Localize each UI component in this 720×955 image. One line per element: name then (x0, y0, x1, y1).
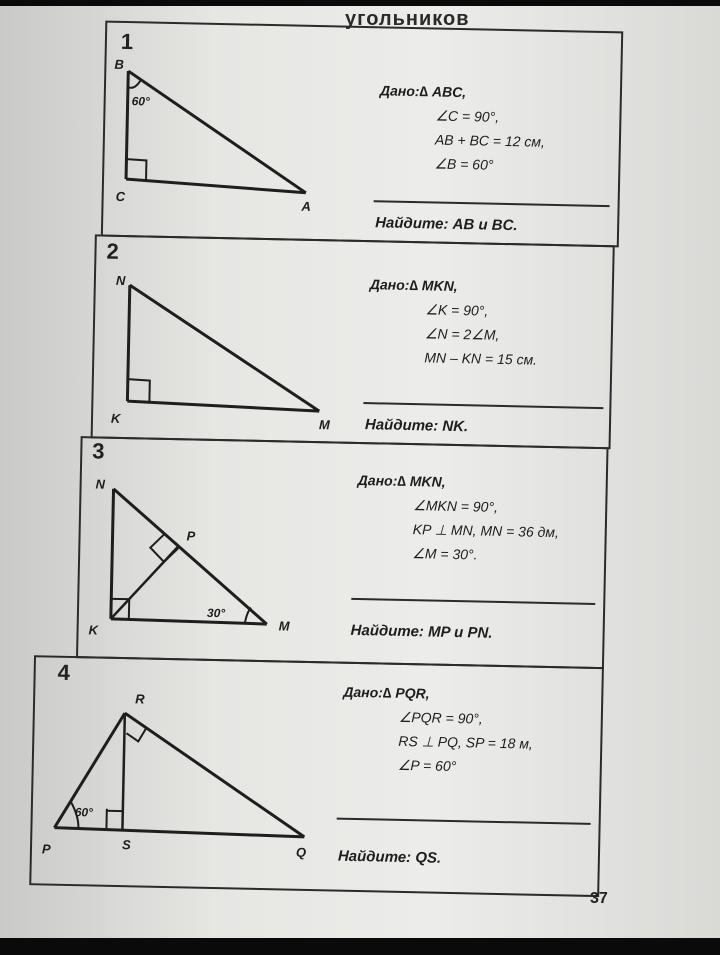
problem-2-given (368, 272, 539, 372)
label-A: A (301, 198, 312, 214)
problem-4-find: Найдите: QS. (337, 847, 442, 867)
given-line: ∠PQR = 90°, (398, 708, 483, 727)
angle-label: 60° (74, 805, 94, 820)
label-M: M (278, 618, 290, 634)
angle-label: 60° (131, 94, 150, 109)
problem-3-number: 3 (92, 438, 105, 464)
problem-1-figure (105, 55, 339, 230)
given-line: MN – KN = 15 см. (424, 349, 538, 368)
given-line: ∠P = 60° (397, 756, 457, 775)
given-title: Дано:∆ PQR, (343, 683, 430, 702)
problem-4-number: 4 (57, 659, 71, 685)
problem-3-figure (80, 474, 324, 649)
problem-2-figure (101, 273, 344, 438)
label-P: P (186, 528, 196, 544)
given-line: ∠B = 60° (434, 155, 494, 173)
angle-label: 30° (206, 605, 226, 621)
given-line: AB + BC = 12 см, (434, 131, 546, 150)
bottom-bar (0, 938, 720, 948)
label-M: M (318, 417, 330, 433)
label-R: R (135, 691, 145, 707)
header-text: угольников (345, 8, 470, 30)
problem-4-figure (39, 681, 323, 887)
problem-1-number: 1 (120, 28, 134, 55)
given-title: Дано:∆ MKN, (357, 471, 446, 490)
given-line: ∠K = 90°, (425, 301, 489, 319)
label-P: P (41, 841, 51, 857)
given-line: ∠M = 30°. (412, 545, 478, 563)
given-line: ∠N = 2∠M, (424, 325, 500, 343)
label-K: K (88, 622, 99, 638)
problem-2-number: 2 (106, 238, 120, 264)
problem-2-find: Найдите: NK. (364, 416, 469, 436)
label-N: N (115, 272, 126, 289)
problem-1-given (378, 78, 546, 177)
problem-4-given (342, 680, 534, 780)
label-K: K (110, 410, 121, 426)
given-line: KP ⊥ MN, MN = 36 дм, (412, 521, 560, 541)
given-title: Дано:∆ MKN, (369, 276, 458, 295)
label-C: C (115, 188, 126, 205)
label-N: N (95, 476, 106, 492)
page-number: 37 (590, 890, 608, 907)
given-line: RS ⊥ PQ, SP = 18 м, (398, 732, 533, 752)
given-line: ∠C = 90°, (435, 107, 500, 125)
label-B: B (114, 56, 124, 72)
label-Q: Q (295, 844, 307, 860)
given-title: Дано:∆ ABC, (379, 82, 467, 101)
given-line: ∠MKN = 90°, (413, 497, 499, 515)
problem-3-given (356, 468, 560, 568)
problem-3-find: Найдите: MP и PN. (350, 621, 493, 642)
problem-1-find: Найдите: AB и BC. (375, 214, 518, 235)
label-S: S (121, 837, 131, 853)
